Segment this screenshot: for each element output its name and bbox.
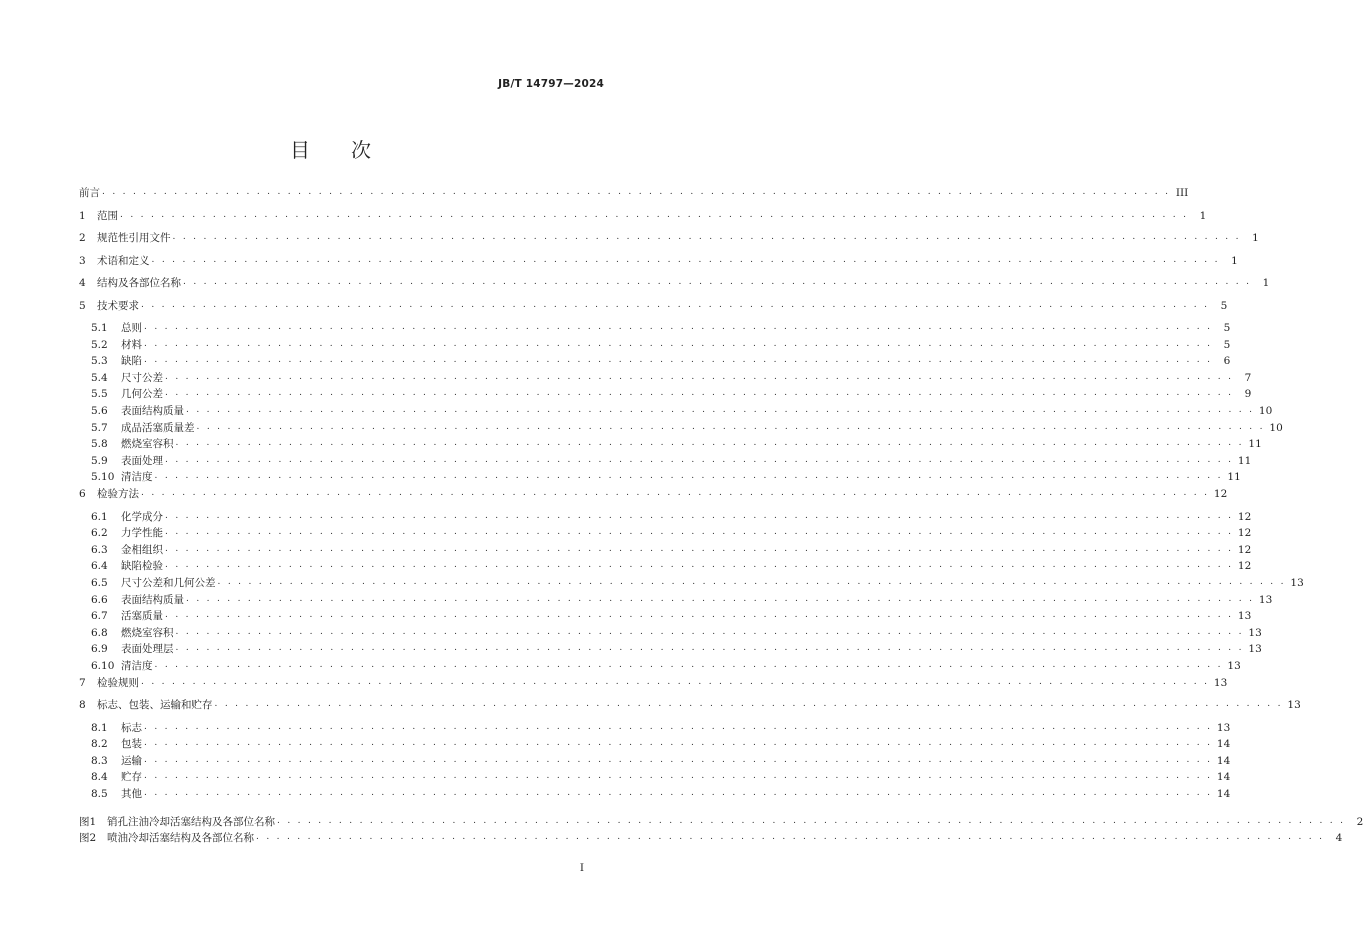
toc-entry-title: 表面结构质量	[121, 405, 184, 417]
dot-leader: . . . . . . . . . . . . . . . . . . . . . . . . . . . . . . . . . . . . . . . . . . . . . . . . . . . . . . . . . . . . . . . . . . . . . . . . . . . . . . . . . . . . . . . . . . . . . . . . . . . . . . . .	[165, 371, 1234, 382]
toc-entry-number: 8.1	[91, 721, 108, 734]
dot-leader: . . . . . . . . . . . . . . . . . . . . . . . . . . . . . . . . . . . . . . . . . . . . . . . . . . . . . . . . . . . . . . . . . . . . . . . . . . . . . . . . . . . . . . . . . . . . . . . . . . . . . . . .	[175, 643, 1244, 654]
toc-entry-number: 5.7	[91, 421, 108, 434]
toc-entry-title: 标志	[121, 721, 142, 734]
dot-leader: . . . . . . . . . . . . . . . . . . . . . . . . . . . . . . . . . . . . . . . . . . . . . . . . . . . . . . . . . . . . . . . . . . . . . . . . . . . . . . . . . . . . . . . . . . . . . . . . . . . . . . . .	[151, 254, 1220, 265]
dot-leader: . . . . . . . . . . . . . . . . . . . . . . . . . . . . . . . . . . . . . . . . . . . . . . . . . . . . . . . . . . . . . . . . . . . . . . . . . . . . . . . . . . . . . . . . . . . . . . . . . . . . . . . .	[154, 659, 1223, 670]
toc-entry[interactable]	[79, 638, 1262, 656]
toc-entry-page: 14	[1216, 738, 1231, 751]
dot-leader: . . . . . . . . . . . . . . . . . . . . . . . . . . . . . . . . . . . . . . . . . . . . . . . . . . . . . . . . . . . . . . . . . . . . . . . . . . . . . . . . . . . . . . . . . . . . . . . . . . . . . . . .	[214, 699, 1283, 709]
dot-leader: . . . . . . . . . . . . . . . . . . . . . . . . . . . . . . . . . . . . . . . . . . . . . . . . . . . . . . . . . . . . . . . . . . . . . . . . . . . . . . . . . . . . . . . . . . . . . . . . . . . . . . . .	[144, 738, 1213, 749]
dot-leader: . . . . . . . . . . . . . . . . . . . . . . . . . . . . . . . . . . . . . . . . . . . . . . . . . . . . . . . . . . . . . . . . . . . . . . . . . . . . . . . . . . . . . . . . . . . . . . . . . . . . . . . .	[144, 322, 1213, 332]
dot-leader: . . . . . . . . . . . . . . . . . . . . . . . . . . . . . . . . . . . . . . . . . . . . . . . . . . . . . . . . . . . . . . . . . . . . . . . . . . . . . . . . . . . . . . . . . . . . . . . . . . . . . . . .	[165, 388, 1234, 399]
toc-entry-number: 6.4	[91, 560, 108, 573]
toc-entry-title: 术语和定义	[97, 254, 150, 267]
toc-entry-number: 8	[79, 699, 86, 711]
toc-entry-title: 金相组织	[121, 543, 163, 556]
toc-entry[interactable]	[79, 655, 1241, 673]
toc-entry-title: 贮存	[121, 771, 142, 784]
toc-entry[interactable]	[79, 182, 1189, 200]
toc-entry-title: 包装	[121, 738, 142, 751]
toc-entry-page: 4	[1335, 832, 1343, 845]
toc-entry-number: 6.2	[91, 527, 108, 540]
toc-entry-page: 12	[1237, 510, 1252, 523]
toc-entry-number: 6.9	[91, 643, 108, 656]
toc-entry-number: 6.7	[91, 610, 108, 623]
toc-entry-title: 材料	[121, 338, 142, 351]
toc-entry-page: 13	[1290, 576, 1304, 589]
toc-entry-page: 1	[1262, 277, 1270, 289]
dot-leader: . . . . . . . . . . . . . . . . . . . . . . . . . . . . . . . . . . . . . . . . . . . . . . . . . . . . . . . . . . . . . . . . . . . . . . . . . . . . . . . . . . . . . . . . . . . . . . . . . . . . . . . .	[217, 576, 1286, 587]
toc-entry-number: 7	[79, 676, 86, 689]
toc-entry-number: 5.5	[91, 388, 108, 401]
toc-entry-number: 6	[79, 488, 86, 500]
toc-entry[interactable]	[79, 400, 1273, 418]
dot-leader: . . . . . . . . . . . . . . . . . . . . . . . . . . . . . . . . . . . . . . . . . . . . . . . . . . . . . . . . . . . . . . . . . . . . . . . . . . . . . . . . . . . . . . . . . . . . . . . . . . . . . . . .	[186, 593, 1255, 604]
toc-entry[interactable]	[79, 750, 1231, 768]
toc-entry-title: 尺寸公差	[121, 371, 163, 384]
dot-leader: . . . . . . . . . . . . . . . . . . . . . . . . . . . . . . . . . . . . . . . . . . . . . . . . . . . . . . . . . . . . . . . . . . . . . . . . . . . . . . . . . . . . . . . . . . . . . . . . . . . . . . . .	[141, 299, 1210, 310]
toc-entry-title: 标志、包装、运输和贮存	[97, 699, 213, 711]
toc-entry[interactable]	[79, 450, 1252, 468]
toc-entry-number: 5	[79, 299, 86, 312]
toc-entry[interactable]	[79, 766, 1231, 784]
toc-entry[interactable]	[79, 506, 1252, 524]
dot-leader: . . . . . . . . . . . . . . . . . . . . . . . . . . . . . . . . . . . . . . . . . . . . . . . . . . . . . . . . . . . . . . . . . . . . . . . . . . . . . . . . . . . . . . . . . . . . . . . . . . . . . . . .	[144, 754, 1213, 765]
toc-entry-page: 5	[1223, 322, 1231, 334]
toc-entry[interactable]	[79, 466, 1241, 484]
toc-entry[interactable]	[79, 417, 1283, 435]
dot-leader: . . . . . . . . . . . . . . . . . . . . . . . . . . . . . . . . . . . . . . . . . . . . . . . . . . . . . . . . . . . . . . . . . . . . . . . . . . . . . . . . . . . . . . . . . . . . . . . . . . . . . . . .	[144, 338, 1213, 349]
toc-entry-title: 前言	[79, 187, 100, 199]
toc-entry-number: 6.1	[91, 510, 108, 523]
dot-leader: . . . . . . . . . . . . . . . . . . . . . . . . . . . . . . . . . . . . . . . . . . . . . . . . . . . . . . . . . . . . . . . . . . . . . . . . . . . . . . . . . . . . . . . . . . . . . . . . . . . . . . . .	[165, 454, 1234, 465]
toc-entry-title: 活塞质量	[121, 610, 163, 623]
toc-entry-title: 范围	[97, 209, 118, 222]
toc-entry[interactable]	[79, 733, 1231, 751]
toc-entry-number: 1	[79, 209, 86, 222]
toc-entry[interactable]	[79, 522, 1252, 540]
dot-leader: . . . . . . . . . . . . . . . . . . . . . . . . . . . . . . . . . . . . . . . . . . . . . . . . . . . . . . . . . . . . . . . . . . . . . . . . . . . . . . . . . . . . . . . . . . . . . . . . . . . . . . . .	[102, 187, 1171, 197]
toc-entry-number: 5.4	[91, 371, 108, 384]
toc-entry[interactable]	[79, 350, 1231, 368]
toc-entry-page: 11	[1237, 454, 1252, 467]
toc-entry-title: 其他	[121, 787, 142, 800]
page-title	[0, 134, 662, 163]
toc-entry-number: 图2	[79, 832, 97, 845]
toc-entry-page: 13	[1237, 610, 1252, 623]
dot-leader: . . . . . . . . . . . . . . . . . . . . . . . . . . . . . . . . . . . . . . . . . . . . . . . . . . . . . . . . . . . . . . . . . . . . . . . . . . . . . . . . . . . . . . . . . . . . . . . . . . . . . . . .	[165, 510, 1234, 521]
toc-entry[interactable]	[79, 539, 1252, 557]
toc-entry-title: 几何公差	[121, 388, 163, 401]
figure-list-entry[interactable]	[79, 827, 1343, 845]
toc-entry-page: 14	[1216, 787, 1231, 800]
toc-entry-page: 14	[1216, 754, 1231, 767]
toc-entry[interactable]	[79, 555, 1252, 573]
toc-entry-number: 3	[79, 254, 86, 267]
toc-entry[interactable]	[79, 383, 1252, 401]
toc-entry-title: 规范性引用文件	[97, 232, 171, 244]
dot-leader: . . . . . . . . . . . . . . . . . . . . . . . . . . . . . . . . . . . . . . . . . . . . . . . . . . . . . . . . . . . . . . . . . . . . . . . . . . . . . . . . . . . . . . . . . . . . . . . . . . . . . . . .	[144, 721, 1213, 732]
toc-entry-number: 6.6	[91, 593, 108, 606]
toc-entry[interactable]	[79, 605, 1252, 623]
standard-number: JB/T 14797—2024	[498, 78, 604, 90]
toc-entry-number: 8.4	[91, 771, 108, 784]
toc-entry-title: 缺陷检验	[121, 560, 163, 573]
toc-entry-page: 1	[1199, 209, 1207, 222]
toc-entry[interactable]	[79, 367, 1252, 385]
toc-entry-title: 检验方法	[97, 488, 139, 500]
toc-entry-number: 5.3	[91, 355, 108, 368]
toc-entry[interactable]	[79, 589, 1273, 607]
toc-entry-number: 6.10	[91, 659, 115, 672]
toc-entry[interactable]	[79, 433, 1262, 451]
toc-entry-number: 6.3	[91, 543, 108, 556]
toc-entry-title: 喷油冷却活塞结构及各部位名称	[107, 832, 254, 845]
toc-entry[interactable]	[79, 672, 1228, 690]
toc-entry-number: 6.5	[91, 576, 108, 589]
toc-entry-title: 化学成分	[121, 510, 163, 523]
toc-entry-title: 力学性能	[121, 527, 163, 540]
toc-entry[interactable]	[79, 272, 1270, 290]
page-number: I	[579, 862, 584, 874]
toc-entry[interactable]	[79, 334, 1231, 352]
dot-leader: . . . . . . . . . . . . . . . . . . . . . . . . . . . . . . . . . . . . . . . . . . . . . . . . . . . . . . . . . . . . . . . . . . . . . . . . . . . . . . . . . . . . . . . . . . . . . . . . . . . . . . . .	[256, 832, 1325, 843]
toc-entry-title: 总则	[121, 322, 142, 334]
toc-entry-page: 10	[1258, 405, 1273, 417]
toc-entry-page: 7	[1244, 371, 1252, 384]
toc-entry-number: 5.10	[91, 471, 115, 484]
toc-entry-title: 表面处理层	[121, 643, 174, 656]
toc-entry-page: 14	[1216, 771, 1231, 784]
toc-entry[interactable]	[79, 250, 1238, 268]
toc-entry[interactable]	[79, 227, 1259, 245]
toc-entry-title: 清洁度	[121, 471, 153, 484]
toc-entry-title: 表面处理	[121, 454, 163, 467]
toc-entry-page: 12	[1237, 527, 1252, 540]
toc-entry-title: 尺寸公差和几何公差	[121, 576, 216, 589]
toc-entry-page: 13	[1287, 699, 1301, 711]
toc-entry-page: 13	[1213, 676, 1228, 689]
toc-entry[interactable]	[79, 205, 1207, 223]
toc-entry-page: 12	[1213, 488, 1228, 500]
toc-entry-title: 结构及各部位名称	[97, 277, 181, 289]
toc-entry-page: 5	[1220, 299, 1228, 312]
dot-leader: . . . . . . . . . . . . . . . . . . . . . . . . . . . . . . . . . . . . . . . . . . . . . . . . . . . . . . . . . . . . . . . . . . . . . . . . . . . . . . . . . . . . . . . . . . . . . . . . . . . . . . . .	[196, 421, 1265, 432]
toc-entry-number: 2	[79, 232, 86, 244]
toc-entry-title: 运输	[121, 754, 142, 767]
toc-entry-number: 8.3	[91, 754, 108, 767]
toc-entry-title: 缺陷	[121, 355, 142, 368]
dot-leader: . . . . . . . . . . . . . . . . . . . . . . . . . . . . . . . . . . . . . . . . . . . . . . . . . . . . . . . . . . . . . . . . . . . . . . . . . . . . . . . . . . . . . . . . . . . . . . . . . . . . . . . .	[120, 209, 1189, 220]
figure-list-entry[interactable]	[79, 811, 1363, 829]
toc-entry-number: 5.8	[91, 438, 108, 451]
toc-entry-page: 12	[1237, 560, 1252, 573]
toc-entry-page: 13	[1227, 659, 1241, 672]
toc-entry-number: 5.6	[91, 405, 108, 417]
toc-entry-page: III	[1175, 187, 1189, 199]
dot-leader: . . . . . . . . . . . . . . . . . . . . . . . . . . . . . . . . . . . . . . . . . . . . . . . . . . . . . . . . . . . . . . . . . . . . . . . . . . . . . . . . . . . . . . . . . . . . . . . . . . . . . . . .	[165, 543, 1234, 554]
dot-leader: . . . . . . . . . . . . . . . . . . . . . . . . . . . . . . . . . . . . . . . . . . . . . . . . . . . . . . . . . . . . . . . . . . . . . . . . . . . . . . . . . . . . . . . . . . . . . . . . . . . . . . . .	[183, 277, 1252, 287]
toc-entry-title: 燃烧室容积	[121, 626, 174, 639]
toc-entry-number: 8.2	[91, 738, 108, 751]
dot-leader: . . . . . . . . . . . . . . . . . . . . . . . . . . . . . . . . . . . . . . . . . . . . . . . . . . . . . . . . . . . . . . . . . . . . . . . . . . . . . . . . . . . . . . . . . . . . . . . . . . . . . . . .	[165, 560, 1234, 571]
toc-entry-number: 6.8	[91, 626, 108, 639]
toc-entry-page: 13	[1248, 643, 1262, 656]
toc-entry-title: 检验规则	[97, 676, 139, 689]
toc-entry[interactable]	[79, 717, 1231, 735]
dot-leader: . . . . . . . . . . . . . . . . . . . . . . . . . . . . . . . . . . . . . . . . . . . . . . . . . . . . . . . . . . . . . . . . . . . . . . . . . . . . . . . . . . . . . . . . . . . . . . . . . . . . . . . .	[277, 815, 1346, 826]
dot-leader: . . . . . . . . . . . . . . . . . . . . . . . . . . . . . . . . . . . . . . . . . . . . . . . . . . . . . . . . . . . . . . . . . . . . . . . . . . . . . . . . . . . . . . . . . . . . . . . . . . . . . . . .	[175, 438, 1244, 449]
toc-entry-title: 燃烧室容积	[121, 438, 174, 451]
toc-entry[interactable]	[79, 295, 1228, 313]
dot-leader: . . . . . . . . . . . . . . . . . . . . . . . . . . . . . . . . . . . . . . . . . . . . . . . . . . . . . . . . . . . . . . . . . . . . . . . . . . . . . . . . . . . . . . . . . . . . . . . . . . . . . . . .	[144, 771, 1213, 782]
toc-entry-title: 销孔注油冷却活塞结构及各部位名称	[107, 815, 275, 828]
toc-entry-number: 5.1	[91, 322, 108, 334]
title-char-1: 目	[290, 138, 311, 162]
dot-leader: . . . . . . . . . . . . . . . . . . . . . . . . . . . . . . . . . . . . . . . . . . . . . . . . . . . . . . . . . . . . . . . . . . . . . . . . . . . . . . . . . . . . . . . . . . . . . . . . . . . . . . . .	[141, 488, 1210, 498]
toc-entry-number: 图1	[79, 815, 97, 828]
toc-entry-page: 5	[1223, 338, 1231, 351]
toc-entry-page: 11	[1248, 438, 1262, 451]
toc-entry-page: 10	[1269, 421, 1283, 434]
toc-entry-number: 4	[79, 277, 86, 289]
toc-entry[interactable]	[79, 694, 1301, 712]
toc-entry-number: 5.2	[91, 338, 108, 351]
dot-leader: . . . . . . . . . . . . . . . . . . . . . . . . . . . . . . . . . . . . . . . . . . . . . . . . . . . . . . . . . . . . . . . . . . . . . . . . . . . . . . . . . . . . . . . . . . . . . . . . . . . . . . . .	[141, 676, 1210, 687]
toc-entry-page: 13	[1216, 721, 1231, 734]
toc-entry-page: 13	[1248, 626, 1262, 639]
dot-leader: . . . . . . . . . . . . . . . . . . . . . . . . . . . . . . . . . . . . . . . . . . . . . . . . . . . . . . . . . . . . . . . . . . . . . . . . . . . . . . . . . . . . . . . . . . . . . . . . . . . . . . . .	[175, 626, 1244, 637]
toc-entry-page: 1	[1231, 254, 1238, 267]
dot-leader: . . . . . . . . . . . . . . . . . . . . . . . . . . . . . . . . . . . . . . . . . . . . . . . . . . . . . . . . . . . . . . . . . . . . . . . . . . . . . . . . . . . . . . . . . . . . . . . . . . . . . . . .	[154, 471, 1223, 482]
toc-entry-page: 13	[1258, 593, 1273, 606]
toc-entry-title: 技术要求	[97, 299, 139, 312]
dot-leader: . . . . . . . . . . . . . . . . . . . . . . . . . . . . . . . . . . . . . . . . . . . . . . . . . . . . . . . . . . . . . . . . . . . . . . . . . . . . . . . . . . . . . . . . . . . . . . . . . . . . . . . .	[172, 232, 1241, 242]
toc-entry-number: 5.9	[91, 454, 108, 467]
toc-entry[interactable]	[79, 783, 1231, 801]
toc-entry-page: 9	[1244, 388, 1252, 401]
toc-entry[interactable]	[79, 622, 1262, 640]
toc-entry-page: 1	[1252, 232, 1259, 244]
toc-entry-page: 2	[1356, 815, 1363, 828]
dot-leader: . . . . . . . . . . . . . . . . . . . . . . . . . . . . . . . . . . . . . . . . . . . . . . . . . . . . . . . . . . . . . . . . . . . . . . . . . . . . . . . . . . . . . . . . . . . . . . . . . . . . . . . .	[165, 527, 1234, 538]
dot-leader: . . . . . . . . . . . . . . . . . . . . . . . . . . . . . . . . . . . . . . . . . . . . . . . . . . . . . . . . . . . . . . . . . . . . . . . . . . . . . . . . . . . . . . . . . . . . . . . . . . . . . . . .	[186, 405, 1255, 415]
toc-entry-page: 6	[1223, 355, 1231, 368]
title-char-2: 次	[351, 138, 372, 162]
toc-entry-title: 表面结构质量	[121, 593, 184, 606]
dot-leader: . . . . . . . . . . . . . . . . . . . . . . . . . . . . . . . . . . . . . . . . . . . . . . . . . . . . . . . . . . . . . . . . . . . . . . . . . . . . . . . . . . . . . . . . . . . . . . . . . . . . . . . .	[144, 355, 1213, 366]
dot-leader: . . . . . . . . . . . . . . . . . . . . . . . . . . . . . . . . . . . . . . . . . . . . . . . . . . . . . . . . . . . . . . . . . . . . . . . . . . . . . . . . . . . . . . . . . . . . . . . . . . . . . . . .	[144, 787, 1213, 798]
toc-entry[interactable]	[79, 572, 1304, 590]
toc-entry[interactable]	[79, 317, 1231, 335]
toc-entry-page: 11	[1227, 471, 1241, 484]
dot-leader: . . . . . . . . . . . . . . . . . . . . . . . . . . . . . . . . . . . . . . . . . . . . . . . . . . . . . . . . . . . . . . . . . . . . . . . . . . . . . . . . . . . . . . . . . . . . . . . . . . . . . . . .	[165, 610, 1234, 621]
toc-entry-title: 成品活塞质量差	[121, 421, 195, 434]
toc-entry-title: 清洁度	[121, 659, 153, 672]
toc-entry-number: 8.5	[91, 787, 108, 800]
toc-entry-page: 12	[1237, 543, 1252, 556]
toc-entry[interactable]	[79, 483, 1228, 501]
